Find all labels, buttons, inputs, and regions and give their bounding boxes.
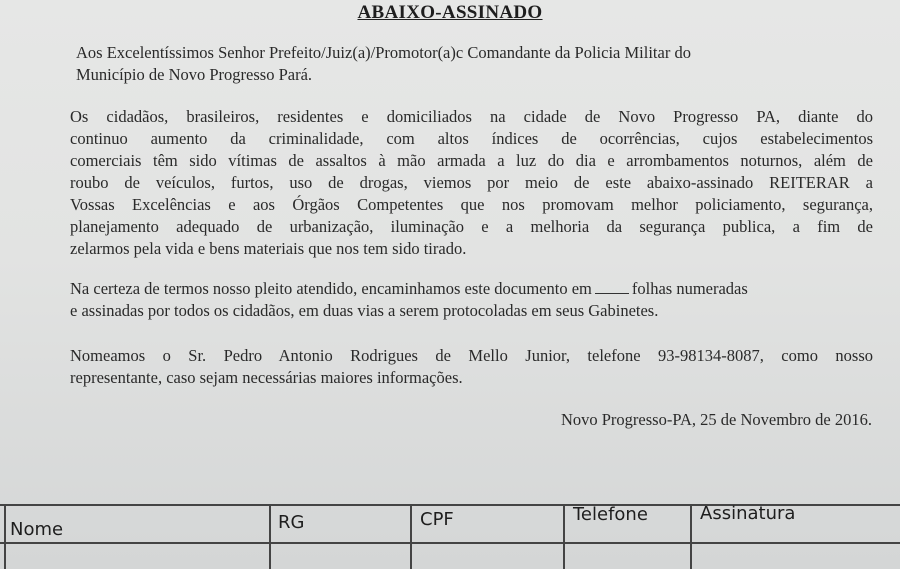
salutation-line: Município de Novo Progresso Pará. <box>76 65 313 84</box>
table-column-divider <box>563 504 565 569</box>
certainty-line <box>70 278 873 300</box>
body-paragraph <box>70 106 873 260</box>
signature-table <box>0 500 900 569</box>
header-assinatura: Assinatura <box>700 503 796 524</box>
representative-paragraph <box>70 345 873 389</box>
body-line: Vossas Excelências e aos Órgãos Competentes que nos promovam melhor policiamento, segurança, <box>70 195 873 214</box>
certainty-line: e assinadas por todos os cidadãos, em duas vias a serem protocoladas em seus Gabinetes. <box>70 301 659 320</box>
folhas-blank <box>595 293 629 294</box>
date-line: Novo Progresso-PA, 25 de Novembro de 2016. <box>560 410 872 429</box>
body-line: continuo aumento da criminalidade, com altos índices de ocorrências, cujos estabelecimentos <box>70 129 873 148</box>
table-row-divider <box>0 542 900 544</box>
salutation <box>76 42 876 86</box>
document-title: ABAIXO-ASSINADO <box>357 2 543 23</box>
body-line: zelarmos pela vida e bens materiais que nos tem sido tirado. <box>70 239 467 258</box>
header-rg: RG <box>278 512 305 533</box>
body-line: comerciais têm sido vítimas de assaltos à mão armada a luz do dia e arrombamentos noturnos, além de <box>70 151 873 170</box>
body-line: roubo de veículos, furtos, uso de drogas, viemos por meio de este abaixo-assinado REITERAR a <box>70 173 873 192</box>
certainty-text-after: folhas numeradas <box>631 279 748 298</box>
table-column-divider <box>410 504 412 569</box>
certainty-paragraph <box>70 278 873 322</box>
representative-line: representante, caso sejam necessárias maiores informações. <box>70 368 463 387</box>
header-nome: Nome <box>10 519 64 540</box>
table-column-divider <box>4 504 6 569</box>
salutation-line: Aos Excelentíssimos Senhor Prefeito/Juiz(a)/Promotor(a)c Comandante da Policia Militar do <box>76 43 691 62</box>
header-cpf: CPF <box>420 509 454 530</box>
body-line: planejamento adequado de urbanização, iluminação e a melhoria da segurança publica, a fim de <box>70 217 873 236</box>
table-column-divider <box>269 504 271 569</box>
body-line: Os cidadãos, brasileiros, residentes e domiciliados na cidade de Novo Progresso PA, diante do <box>70 107 873 126</box>
table-column-divider <box>690 504 692 569</box>
certainty-text: Na certeza de termos nosso pleito atendido, encaminhamos este documento em <box>70 279 592 298</box>
header-telefone: Telefone <box>573 504 648 525</box>
representative-line: Nomeamos o Sr. Pedro Antonio Rodrigues de Mello Junior, telefone 93-98134-8087, como nosso <box>70 346 873 365</box>
